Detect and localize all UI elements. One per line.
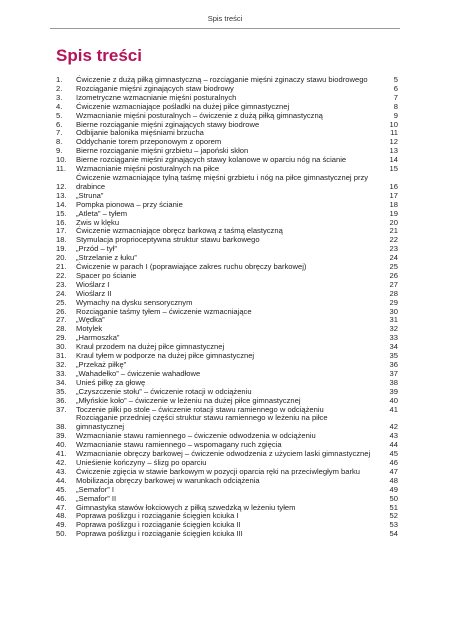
toc-entry-page: 6: [393, 83, 398, 93]
toc-entry-page: 46: [389, 457, 398, 467]
toc-entry-number: 9.: [56, 146, 63, 156]
toc-entry-title: Odbijanie balonika mięśniami brzucha: [76, 128, 204, 138]
toc-entry-page: 53: [389, 520, 398, 530]
toc-entry-number: 3.: [56, 92, 63, 102]
toc-entry-page: 20: [389, 217, 398, 227]
toc-entry-number: 35.: [56, 386, 67, 396]
toc-entry-number: 18.: [56, 235, 67, 245]
toc-entry-number: 40.: [56, 440, 67, 450]
toc-entry-title: Unieś piłkę za głowę: [76, 377, 146, 387]
toc-entry: [56, 316, 398, 325]
toc-entry-title: Wzmacnianie mięśni posturalnych – ćwiczenie z dużą piłką gimnastyczną: [76, 110, 323, 120]
toc-entry-title: Poprawa poślizgu i rozciąganie ścięgien kciuka III: [76, 529, 243, 539]
toc-entry-page: 36: [389, 360, 398, 369]
toc-entry-number: 16.: [56, 217, 67, 227]
toc-entry-page: 34: [389, 342, 398, 352]
toc-entry-number: 22.: [56, 270, 67, 280]
toc-entry-number: 39.: [56, 431, 67, 441]
toc-entry-number: 38.: [56, 422, 67, 432]
toc-entry-page: 39: [389, 386, 398, 396]
toc-entry-number: 42.: [56, 457, 67, 467]
toc-entry-title: „Młyńskie koło” – ćwiczenie w leżeniu na dużej piłce gimnastycznej: [76, 395, 301, 405]
toc-entry-title: „Atleta” – tyłem: [76, 208, 128, 218]
toc-entry-page: 24: [389, 253, 398, 263]
toc-entry-page: 38: [389, 377, 398, 387]
toc-entry-title: Bierne rozciąganie mięśni zginających stawy kolanowe w oparciu nóg na ścianie: [76, 155, 347, 165]
toc-entry-number: 28.: [56, 324, 67, 334]
toc-entry-title: „Przekaż piłkę”: [76, 360, 127, 369]
toc-entry-page: 33: [389, 333, 398, 343]
toc-entry-page: 35: [389, 351, 398, 361]
toc-entry-title: Ćwiczenie wzmacniające obręcz barkową z taśmą elastyczną: [76, 226, 283, 236]
toc-entry-page: 52: [389, 511, 398, 521]
toc-entry-number: 26.: [56, 306, 67, 316]
toc-entry-title: Spacer po ścianie: [76, 270, 137, 280]
toc-entry-title: Ćwiczenie wzmacniające pośladki na dużej piłce gimnastycznej: [76, 101, 290, 111]
toc-entry-title: Wioślarz II: [76, 288, 112, 298]
toc-entry-page: 29: [389, 297, 398, 307]
toc-entry-page: 25: [389, 262, 398, 272]
toc-entry-number: 15.: [56, 208, 67, 218]
toc-entry-title: Pompka pionowa – przy ścianie: [76, 199, 183, 209]
toc-entry-number: 10.: [56, 155, 67, 165]
toc-entry-page: 10: [389, 119, 398, 129]
toc-entry-page: 48: [389, 475, 398, 485]
toc-entry-page: 21: [389, 226, 398, 236]
toc-entry-page: 26: [389, 270, 398, 280]
toc-entry-title: „Czyszczenie stołu” – ćwiczenie rotacji w odciążeniu: [76, 386, 252, 396]
toc-entry-title: Ćwiczenie z dużą piłką gimnastyczną – rozciąganie mięśni zginaczy stawu biodrowego: [76, 75, 368, 84]
toc-entry-number: 32.: [56, 360, 67, 369]
toc-entry-number: 11.: [56, 164, 66, 174]
toc-entry-page: 32: [389, 324, 398, 334]
toc-entry-title: Bierne rozciąganie mięśni grzbietu – japoński skłon: [76, 146, 249, 156]
toc-entry-number: 41.: [56, 449, 67, 459]
toc-entry-title: Wzmacnianie obręczy barkowej – ćwiczenie odwodzenia z użyciem laski gimnastycznej: [76, 449, 371, 459]
toc-entry-page: 12: [389, 137, 398, 147]
toc-entry-title: Izometryczne wzmacnianie mięśni posturalnych: [76, 92, 237, 102]
toc-entry-page: 43: [389, 431, 398, 441]
toc-entry-title: Motylek: [76, 324, 103, 334]
toc-entry-number: 36.: [56, 395, 67, 405]
toc-entry-title: Rozciąganie przedniej części struktur stawu ramiennego w leżeniu na piłce gimnastycznej: [76, 413, 328, 432]
toc-entry-number: 49.: [56, 520, 67, 530]
toc-entry-page: 45: [389, 449, 398, 459]
toc-entry-number: 45.: [56, 484, 67, 494]
toc-entry-page: 13: [389, 146, 398, 156]
toc-entry-title: Rozciąganie taśmy tyłem – ćwiczenie wzmacniające: [76, 306, 252, 316]
toc-entry-title: Kraul tyłem w podporze na dużej piłce gimnastycznej: [76, 351, 255, 361]
toc-entry-title: Wioślarz I: [76, 279, 110, 289]
toc-entry: [56, 308, 398, 317]
toc-entry-page: 16: [389, 181, 398, 191]
toc-entry-number: 33.: [56, 368, 67, 378]
toc-entry-number: 20.: [56, 253, 67, 263]
toc-entry-page: 47: [389, 466, 398, 476]
toc-entry-page: 54: [389, 529, 398, 539]
toc-entry-number: 46.: [56, 493, 67, 503]
toc-entry-page: 37: [389, 368, 398, 378]
toc-entry-number: 23.: [56, 279, 67, 289]
toc-entry-number: 13.: [56, 190, 67, 200]
toc-entry-title: Wzmacnianie stawu ramiennego – wspomagany ruch zgięcia: [76, 440, 282, 450]
running-header: Spis treści: [50, 14, 400, 29]
toc-entry-number: 37.: [56, 404, 67, 414]
toc-entry-title: Rozciąganie mięśni zginających staw biodrowy: [76, 83, 234, 93]
toc-entry-title: Wzmacnianie stawu ramiennego – ćwiczenie odwodzenia w odciążeniu: [76, 431, 316, 441]
toc-entry-title: Ćwiczenie wzmacniające tylną taśmę mięśni grzbietu i nóg na piłce gimnastycznej przy drabince: [76, 172, 369, 191]
toc-entry-page: 50: [389, 493, 398, 503]
toc-entry-title: Wzmacnianie mięśni posturalnych na piłce: [76, 164, 220, 174]
toc-entry-title: „Wędka”: [76, 315, 105, 325]
toc-entry-title: Unieśienie kończyny – ślizg po oparciu: [76, 457, 207, 467]
toc-entry: [56, 414, 398, 432]
toc-entry-title: „Semafor” II: [76, 493, 117, 503]
toc-entry-number: 27.: [56, 315, 67, 325]
toc-entry-title: „Harmoszka”: [76, 333, 120, 343]
toc-entry-page: 28: [389, 288, 398, 298]
toc-entry-page: 17: [389, 190, 398, 200]
toc-entry-title: Gimnastyka stawów łokciowych z piłką szwedzką w leżeniu tyłem: [76, 502, 296, 512]
toc-entry-title: Ćwiczenie w parach I (poprawiające zakres ruchu obręczy barkowej): [76, 262, 307, 272]
toc-entry-number: 5.: [56, 110, 63, 120]
toc-entry-page: 5: [393, 75, 398, 84]
toc-entry-title: Poprawa poślizgu i rozciąganie ścięgien kciuka I: [76, 511, 239, 521]
toc-entry-title: Ćwiczenie zgięcia w stawie barkowym w pozycji oparcia ręki na przeciwległym barku: [76, 466, 361, 476]
toc-entry-page: 8: [393, 101, 398, 111]
toc-entry-number: 29.: [56, 333, 67, 343]
toc-entry-page: 22: [389, 235, 398, 245]
toc-entry-number: 7.: [56, 128, 63, 138]
toc-entry-number: 1.: [56, 75, 63, 84]
toc-entry-title: „Struna”: [76, 190, 104, 200]
toc-entry-page: 19: [389, 208, 398, 218]
toc-entry-title: Bierne rozciąganie mięśni zginających stawy biodrowe: [76, 119, 260, 129]
toc-entry-title: Stymulacja proprioceptywna struktur stawu barkowego: [76, 235, 260, 245]
toc-entry: [56, 174, 398, 192]
toc-entry-title: „Wahadełko” – ćwiczenie wahadłowe: [76, 368, 201, 378]
toc-entry-title: Toczenie piłki po stole – ćwiczenie rotacji stawu ramiennego w odciążeniu: [76, 404, 324, 414]
toc-entry-number: 2.: [56, 83, 63, 93]
toc-entry-number: 47.: [56, 502, 67, 512]
toc-entry-number: 25.: [56, 297, 67, 307]
toc-entry-title: „Semafor” I: [76, 484, 114, 494]
toc-entry-number: 19.: [56, 244, 67, 254]
toc-entry-page: 44: [389, 440, 398, 450]
toc-entry-number: 12.: [56, 181, 67, 191]
toc-entry-number: 44.: [56, 475, 67, 485]
toc-entry-page: 15: [389, 164, 398, 174]
toc-entry-page: 49: [389, 484, 398, 494]
toc-entry-number: 17.: [56, 226, 67, 236]
toc-entry-page: 41: [389, 404, 398, 414]
toc-entry-number: 8.: [56, 137, 63, 147]
toc-entry-page: 31: [389, 315, 398, 325]
toc-entry-page: 18: [389, 199, 398, 209]
toc-entry-page: 51: [389, 502, 398, 512]
toc-entry-number: 31.: [56, 351, 67, 361]
toc-entry-title: Oddychanie torem przeponowym z oporem: [76, 137, 222, 147]
table-of-contents: [56, 76, 398, 539]
toc-entry-page: 42: [389, 422, 398, 432]
toc-entry-page: 7: [393, 92, 398, 102]
toc-entry-title: „Strzelanie z łuku”: [76, 253, 137, 263]
toc-entry-number: 48.: [56, 511, 67, 521]
toc-entry-page: 9: [393, 110, 398, 120]
toc-entry-number: 34.: [56, 377, 67, 387]
toc-entry-title: Kraul przodem na dużej piłce gimnastycznej: [76, 342, 225, 352]
toc-entry-number: 6.: [56, 119, 63, 129]
toc-entry-title: Mobilizacja obręczy barkowej w warunkach odciążenia: [76, 475, 260, 485]
toc-entry-number: 14.: [56, 199, 67, 209]
toc-entry-page: 11: [390, 128, 398, 138]
toc-entry-page: 14: [389, 155, 398, 165]
toc-entry-title: Wymachy na dysku sensorycznym: [76, 297, 193, 307]
toc-entry-number: 30.: [56, 342, 67, 352]
toc-entry-number: 21.: [56, 262, 67, 272]
toc-entry-number: 43.: [56, 466, 67, 476]
toc-entry-title: Poprawa poślizgu i rozciąganie ścięgien kciuka II: [76, 520, 241, 530]
toc-entry-title: „Przód – tył”: [76, 244, 117, 254]
page-title: Spis treści: [56, 46, 142, 65]
toc-entry-title: Zwis w klęku: [76, 217, 120, 227]
toc-entry-number: 4.: [56, 101, 63, 111]
toc-entry-page: 23: [389, 244, 398, 254]
toc-entry-number: 24.: [56, 288, 67, 298]
toc-entry: [56, 530, 398, 539]
toc-entry-number: 50.: [56, 529, 67, 539]
toc-entry-page: 30: [389, 306, 398, 316]
toc-entry-page: 27: [389, 279, 398, 289]
toc-entry-page: 40: [389, 395, 398, 405]
